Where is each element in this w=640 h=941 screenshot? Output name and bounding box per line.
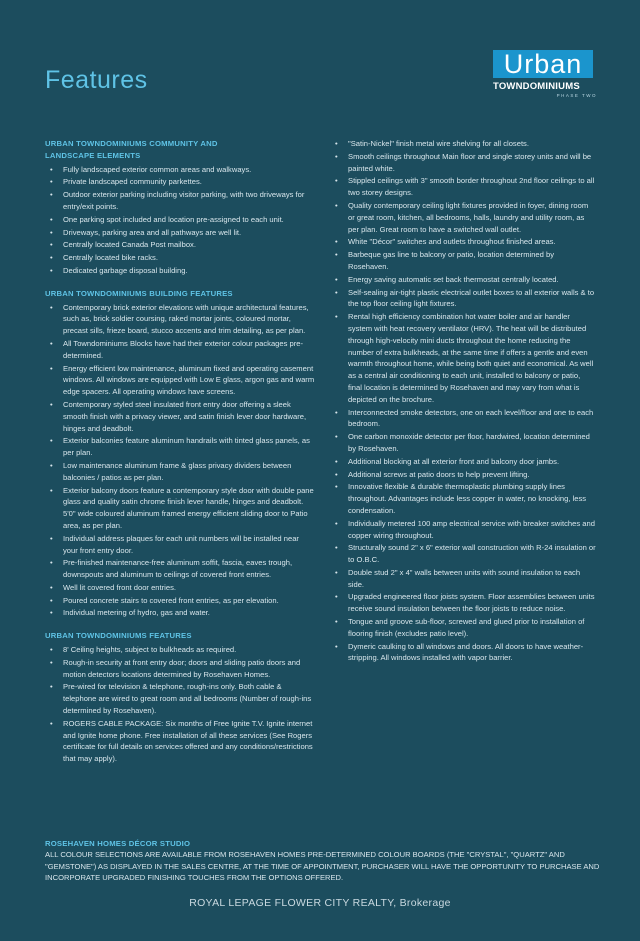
list-item: • Interconnected smoke detectors, one on each level/floor and one to each bedroom.	[330, 407, 596, 431]
list-item: • Smooth ceilings throughout Main floor and single storey units and will be painted white.	[330, 151, 596, 175]
logo-subtitle: TOWNDOMINIUMS	[493, 81, 580, 92]
list-item: • Barbeque gas line to balcony or patio, location determined by Rosehaven.	[330, 249, 596, 273]
list-item: • Low maintenance aluminum frame & glass privacy dividers between balconies / patios as per plan.	[45, 460, 315, 484]
list-item: • Rough-in security at front entry door; doors and sliding patio doors and motion detectors locations determined by Rosehaven Homes.	[45, 657, 315, 681]
list-item: • Individually metered 100 amp electrical service with breaker switches and copper wiring throughout.	[330, 518, 596, 542]
list-item: • "Satin-Nickel" finish metal wire shelving for all closets.	[330, 138, 596, 150]
list-item: • Dymeric caulking to all windows and doors. All doors to have weather-stripping. All windows installed with vapor barrier.	[330, 641, 596, 665]
list-item: • White "Décor" switches and outlets throughout finished areas.	[330, 236, 596, 248]
list-item: • Poured concrete stairs to covered front entries, as per elevation.	[45, 595, 315, 607]
list-item: • Tongue and groove sub-floor, screwed and glued prior to installation of flooring finish (excludes patio level).	[330, 616, 596, 640]
list-item: • Outdoor exterior parking including visitor parking, with two driveways for entry/exit points.	[45, 189, 315, 213]
list-item: • Exterior balconies feature aluminum handrails with tinted glass panels, as per plan.	[45, 435, 315, 459]
building-list	[45, 302, 315, 620]
list-item: • Energy saving automatic set back thermostat centrally located.	[330, 274, 596, 286]
list-item: • Double stud 2" x 4" walls between units with sound insulation to each side.	[330, 567, 596, 591]
list-item: • Contemporary brick exterior elevations with unique architectural features, such as, brick soldier coursing, raked mortar joints, coloured mortar, precast sills, frieze board, stucco accents and trim detailing, as per plan.	[45, 302, 315, 337]
list-item: • All Towndominiums Blocks have had their exterior colour packages pre-determined.	[45, 338, 315, 362]
list-item: • Stippled ceilings with 3" smooth border throughout 2nd floor ceilings to all two storey designs.	[330, 175, 596, 199]
features-list	[45, 644, 315, 765]
list-item: • Additional screws at patio doors to help prevent lifting.	[330, 469, 596, 481]
list-item: • Well lit covered front door entries.	[45, 582, 315, 594]
section-heading-building: URBAN TOWNDOMINIUMS BUILDING FEATURES	[45, 288, 233, 298]
list-item: • Fully landscaped exterior common areas and walkways.	[45, 164, 315, 176]
list-item: • Driveways, parking area and all pathways are well lit.	[45, 227, 315, 239]
list-item: • Centrally located bike racks.	[45, 252, 315, 264]
right-column	[330, 138, 596, 675]
list-item: • One carbon monoxide detector per floor, hardwired, location determined by Rosehaven.	[330, 431, 596, 455]
list-item: • Exterior balcony doors feature a contemporary style door with double pane glass and quality satin chrome finish lever handle, hinges and deadbolt. 5'0" wide coloured aluminum framed energy efficient sliding door to Patio area, as per plan.	[45, 485, 315, 532]
brokerage-footer: ROYAL LEPAGE FLOWER CITY REALTY, Brokerage	[189, 897, 451, 909]
list-item: • Centrally located Canada Post mailbox.	[45, 239, 315, 251]
logo-word: Urban	[493, 50, 593, 78]
interior-features-list	[330, 138, 596, 664]
logo-phase: PHASE TWO	[556, 93, 597, 98]
list-item: • Individual metering of hydro, gas and water.	[45, 607, 315, 619]
decor-studio-text: ALL COLOUR SELECTIONS ARE AVAILABLE FROM ROSEHAVEN HOMES PRE-DETERMINED COLOUR BOARDS (THE "CRYSTAL", "QUARTZ" AND "GEMSTONE") AS DISPLAYED IN THE SALES CENTRE, AT THE TIME OF APPOINTMENT, PURCHASER WILL HAVE THE OPPORTUNITY TO PURCHASE AND INCORPORATE UPGRADED FINISHING TOUCHES FROM THE OPTIONS OFFERED.	[45, 850, 600, 882]
list-item: • Self-sealing air-tight plastic electrical outlet boxes to all exterior walls & to the top floor ceiling light fixtures.	[330, 287, 596, 311]
list-item: • Pre-wired for television & telephone, rough-ins only. Both cable & telephone are wired to great room and all bedrooms (Number of rough-ins determined by Rosehaven).	[45, 681, 315, 716]
list-item: • One parking spot included and location pre-assigned to each unit.	[45, 214, 315, 226]
list-item: • Innovative flexible & durable thermoplastic plumbing supply lines throughout. Advantages include less copper in water, no knocking, less condensation.	[330, 481, 596, 516]
urban-logo	[493, 50, 597, 98]
list-item: • Additional blocking at all exterior front and balcony door jambs.	[330, 456, 596, 468]
list-item: • Energy efficient low maintenance, aluminum fixed and operating casement windows. All windows are equipped with Low E glass, argon gas and warm edge spacers. All operating windows have screens.	[45, 363, 315, 398]
community-list	[45, 164, 315, 277]
list-item: • Dedicated garbage disposal building.	[45, 265, 315, 277]
section-heading-community: URBAN TOWNDOMINIUMS COMMUNITY AND LANDSCAPE ELEMENTS	[45, 139, 218, 160]
list-item: • Quality contemporary ceiling light fixtures provided in foyer, dining room or great room, kitchen, all bedrooms, halls, laundry and utility room, as per plan. Great room to have a switched wall outlet.	[330, 200, 596, 235]
list-item: • 8' Ceiling heights, subject to bulkheads as required.	[45, 644, 315, 656]
list-item: • Pre-finished maintenance-free aluminum soffit, fascia, eaves trough, downspouts and aluminum to ceilings of covered front entries.	[45, 557, 315, 581]
list-item: • Upgraded engineered floor joists system. Floor assemblies between units receive sound insulation between the floor joists to reduce noise.	[330, 591, 596, 615]
page-title: Features	[45, 66, 148, 94]
list-item: • Rental high efficiency combination hot water boiler and air handler system with heat recovery ventilator (HRV). The heat will be distributed through high-velocity mini ducts throughout the home reducing the number of extra bulkheads, at the same time if offers a gentle and even warmth throughout home, while being both quiet and economical. As well as a central air conditioning to each unit, installed to balcony or patio, final location is determined by Rosehaven and may vary from what is depicted on the brochure.	[330, 311, 596, 405]
list-item: • Private landscaped community parkettes.	[45, 176, 315, 188]
list-item: • ROGERS CABLE PACKAGE: Six months of Free Ignite T.V. Ignite internet and Ignite home phone. Free installation of all these services (See Rogers certificate for full details on services offered and any conditions/restrictions that may apply).	[45, 718, 315, 765]
list-item: • Individual address plaques for each unit numbers will be installed near your front entry door.	[45, 533, 315, 557]
section-heading-features: URBAN TOWNDOMINIUMS FEATURES	[45, 631, 192, 641]
left-column	[45, 138, 315, 776]
decor-studio-section	[45, 838, 605, 883]
list-item: • Contemporary styled steel insulated front entry door offering a sleek smooth finish with a privacy viewer, and satin finish lever door hardware, hinges and deadbolt.	[45, 399, 315, 434]
list-item: • Structurally sound 2" x 6" exterior wall construction with R-24 insulation or to O.B.C.	[330, 542, 596, 566]
decor-studio-heading: ROSEHAVEN HOMES DÉCOR STUDIO	[45, 839, 191, 848]
